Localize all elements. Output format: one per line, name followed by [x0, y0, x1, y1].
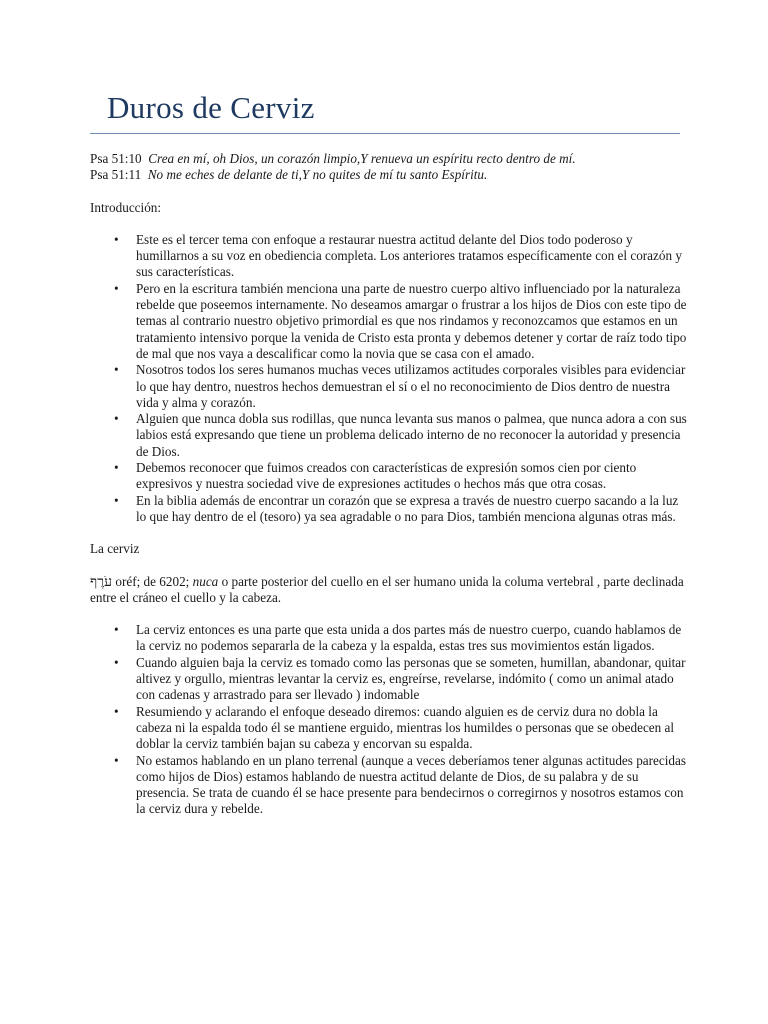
- list-item: [90, 411, 690, 460]
- verse-ref: Psa 51:10: [90, 151, 142, 166]
- list-item: [90, 232, 690, 281]
- spacer: [90, 525, 690, 541]
- section-heading: La cerviz: [90, 541, 140, 557]
- bullet-icon: •: [114, 280, 119, 296]
- list-item: [90, 655, 690, 704]
- intro-heading: Introducción:: [90, 199, 162, 215]
- spacer: [90, 216, 690, 232]
- list-item-text: No estamos hablando en un plano terrenal (aunque a veces deberíamos tener algunas actitudes parecidas como hijos de Dios) estamos hablando de nuestra actitud delante de Dios, de su palabra y de su presencia. Se trata de cuando él se hace presente para bendecirnos o corregirnos y nosotros estamos con la cerviz dura y rebelde.: [136, 752, 686, 817]
- document-body: [90, 151, 690, 818]
- definition-rest: o parte posterior del cuello en el ser humano unida la columa vertebral , parte declinada entre el cráneo el cuello y la cabeza.: [90, 573, 684, 605]
- verse-text: No me eches de delante de ti,Y no quites de mí tu santo Espíritu.: [147, 167, 488, 183]
- list-item-text: La cerviz entonces es una parte que esta unida a dos partes más de nuestro cuerpo, cuando hablamos de la cerviz no podemos separarla de la cabeza y la espalda, estas tres sus movimientos están ligados.: [136, 622, 682, 654]
- list-item: [90, 622, 690, 655]
- bullet-icon: •: [114, 703, 119, 719]
- intro-bullet-list: [90, 232, 690, 525]
- list-item-text: En la biblia además de encontrar un corazón que se expresa a través de nuestro cuerpo sacando a la luz lo que hay dentro de el (tesoro) ya sea agradable o no para Dios, también menciona algunas otras más.: [136, 492, 679, 524]
- list-item: [90, 493, 690, 526]
- bullet-icon: •: [114, 622, 119, 638]
- list-item-text: Nosotros todos los seres humanos muchas veces utilizamos actitudes corporales visibles para evidenciar lo que hay dentro, nuestros hechos demuestran el sí o el no reconocimiento de Dios dentro de nuestra vida y alma y corazón.: [136, 362, 686, 410]
- verse-ref: Psa 51:11: [90, 167, 142, 183]
- cerviz-bullet-list: [90, 622, 690, 818]
- bullet-icon: •: [114, 231, 119, 247]
- bullet-icon: •: [114, 752, 119, 768]
- spacer: [90, 606, 690, 622]
- bullet-icon: •: [114, 362, 119, 378]
- page-title: Duros de Cerviz: [107, 90, 315, 125]
- list-item: [90, 704, 690, 753]
- list-item-text: Debemos reconocer que fuimos creados con características de expresión somos cien por ciento expresivos y nuestra sociedad vive de expresiones actitudes o hechos más que otra cosas.: [136, 460, 637, 492]
- list-item-text: Cuando alguien baja la cerviz es tomado como las personas que se someten, humillan, abandonar, quitar altivez y orgullo, mientras levantar la cerviz es, engreírse, revelarse, indómito ( como un animal atado con cadenas y arrastrado para ser llevado ) indomable: [136, 654, 686, 703]
- definition-keyword: nuca: [192, 573, 219, 589]
- verse-line: [90, 167, 690, 183]
- list-item: [90, 362, 690, 411]
- bullet-icon: •: [114, 654, 119, 670]
- list-item-text: Alguien que nunca dobla sus rodillas, que nunca levanta sus manos o palmea, que nunca adora a con sus labios está expresando que tiene un problema delicado interno de no reconocer la autoridad y presencia de Dios.: [136, 411, 687, 459]
- list-item-text: Resumiendo y aclarando el enfoque deseado diremos: cuando alguien es de cerviz dura no dobla la cabeza ni la espalda todo él se mantiene erguido, mientras los humildes o personas que se obedecen al doblar la cerviz también bajan su cabeza y encorvan su espalda.: [136, 703, 675, 752]
- title-underline: [90, 133, 680, 134]
- bullet-icon: •: [114, 492, 119, 508]
- list-item-text: Pero en la escritura también menciona una parte de nuestro cuerpo altivo influenciado por la naturaleza rebelde que poseemos internamente. No deseamos amargar o frustrar a los hijos de Dios con este tipo de temas al contrario nuestro objetivo primordial es que nos rindamos y reconozcamos que estamos en un tratamiento intensivo porque la venida de Cristo esta pronta y debemos detener y cortar de raíz todo tipo de mal que nos vaya a descalificar como la novia que se casa con el amado.: [136, 280, 687, 361]
- verse-text: Crea en mí, oh Dios, un corazón limpio,Y renueva un espíritu recto dentro de mí.: [148, 151, 576, 166]
- definition-intro: oréf; de 6202;: [112, 573, 193, 589]
- bullet-icon: •: [114, 460, 119, 476]
- verse-line: [90, 151, 690, 167]
- definition-paragraph: [90, 574, 690, 607]
- list-item: [90, 281, 690, 362]
- hebrew-word: עֹרֶף: [90, 573, 113, 590]
- spacer: [90, 558, 690, 574]
- spacer: [90, 184, 690, 200]
- list-item: [90, 753, 690, 818]
- list-item-text: Este es el tercer tema con enfoque a restaurar nuestra actitud delante del Dios todo poderoso y humillarnos a su voz en obediencia completa. Los anteriores tratamos específicamente con el corazón y sus características.: [136, 231, 682, 280]
- bullet-icon: •: [114, 411, 119, 427]
- list-item: [90, 460, 690, 493]
